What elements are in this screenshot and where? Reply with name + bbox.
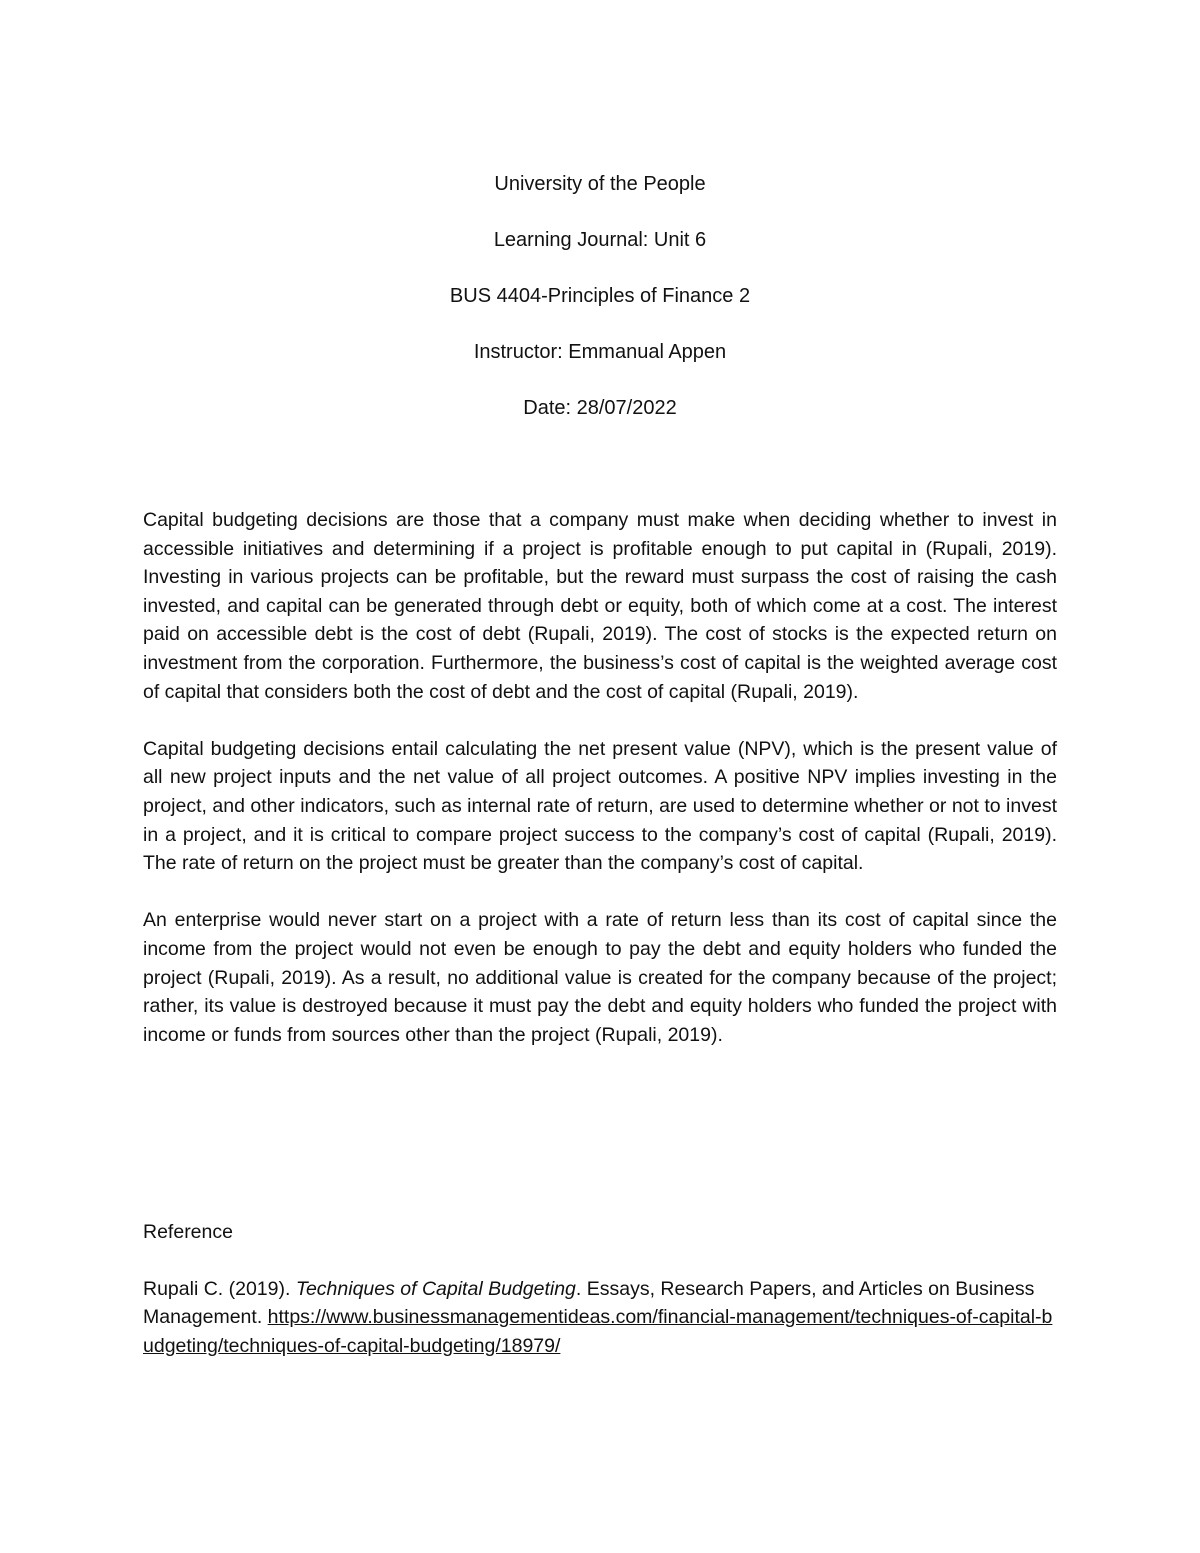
university-name: University of the People (494, 173, 706, 195)
reference-link[interactable]: https://www.businessmanagementideas.com/financial-management/techniques-of-capital-budgeting/techniques-of-capital-budgeting/18979/ (143, 1306, 1053, 1357)
title-block (0, 170, 1200, 450)
instructor-name: Instructor: Emmanual Appen (473, 341, 727, 363)
body-paragraph-1: Capital budgeting decisions are those that a company must make when deciding whether to invest in accessible initiatives and determining if a project is profitable enough to put capital in (Rupali, 2019). Investing in various projects can be profitable, but the reward must surpass the cost of raising the cash invested, and capital can be generated through debt or equity, both of which come at a cost. The interest paid on accessible debt is the cost of debt (Rupali, 2019). The cost of stocks is the expected return on investment from the corporation. Furthermore, the business’s cost of capital is the weighted average cost of capital that considers both the cost of debt and the cost of capital (Rupali, 2019). (143, 509, 1057, 703)
course-name: BUS 4404-Principles of Finance 2 (449, 285, 751, 307)
reference-heading: Reference (143, 1221, 233, 1243)
body-paragraph-2: Capital budgeting decisions entail calculating the net present value (NPV), which is the present value of all new project inputs and the net value of all project outcomes. A positive NPV implies investing in the project, and other indicators, such as internal rate of return, are used to determine whether or not to invest in a project, and it is critical to compare project success to the company’s cost of capital (Rupali, 2019). The rate of return on the project must be greater than the company’s cost of capital. (143, 737, 1057, 875)
reference-entry (143, 1275, 1057, 1361)
submission-date: Date: 28/07/2022 (523, 397, 677, 419)
journal-title: Learning Journal: Unit 6 (493, 229, 707, 251)
reference-author-year: Rupali C. (2019). (143, 1277, 296, 1300)
reference-publisher: . Essays, Research Papers, and Articles on Business Management. (143, 1277, 1035, 1329)
body-text (143, 506, 1057, 1078)
reference-section (143, 1218, 1057, 1360)
reference-work-title: Techniques of Capital Budgeting (295, 1277, 576, 1300)
body-paragraph-3: An enterprise would never start on a project with a rate of return less than its cost of capital since the income from the project would not even be enough to pay the debt and equity holders who funded the project (Rupali, 2019). As a result, no additional value is created for the company because of the project; rather, its value is destroyed because it must pay the debt and equity holders who funded the project with income or funds from sources other than the project (Rupali, 2019). (143, 909, 1057, 1046)
